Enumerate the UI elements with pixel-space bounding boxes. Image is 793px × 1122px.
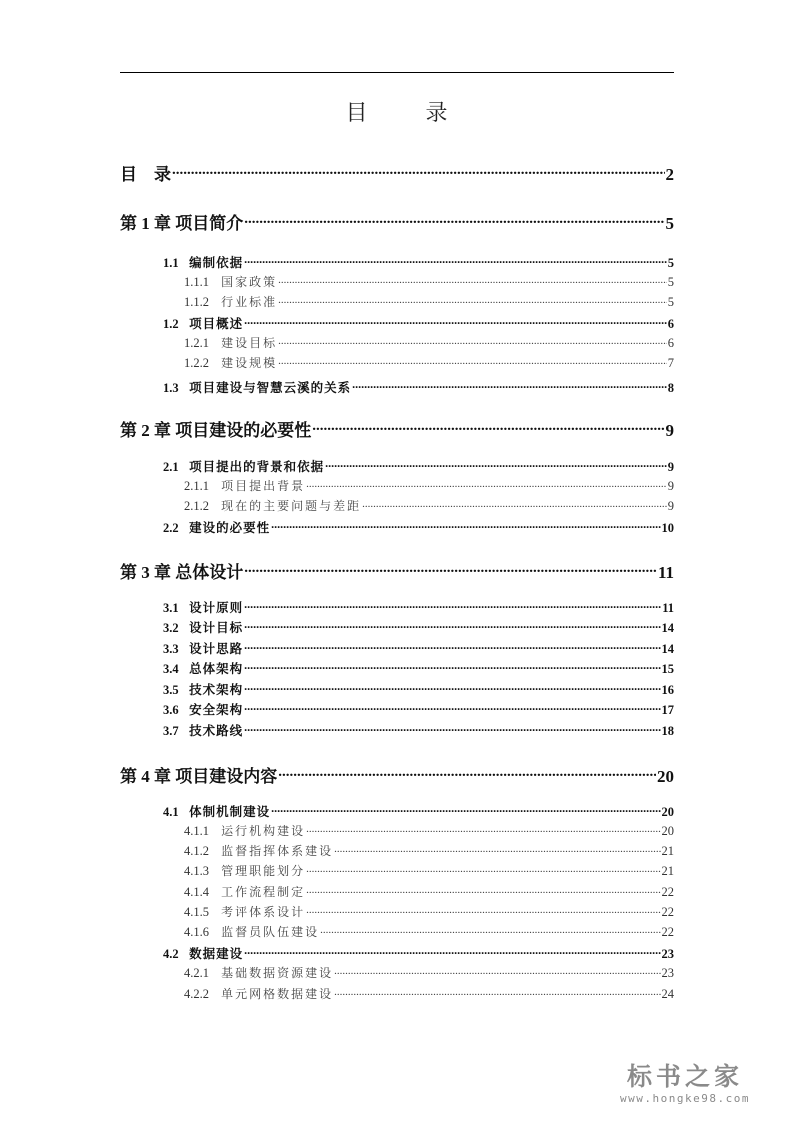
toc-title: 国家政策: [221, 275, 278, 289]
toc-title: 考评体系设计: [221, 905, 306, 919]
toc-leader-dots: [244, 723, 660, 736]
toc-leader-dots: [306, 863, 660, 876]
toc-label: [184, 883, 305, 900]
toc-leader-dots: [271, 520, 660, 533]
toc-leader-dots: [244, 682, 660, 695]
toc-page-number: 9: [667, 499, 674, 513]
toc-section[interactable]: [163, 253, 674, 271]
toc-number: 4.1.1: [184, 824, 209, 838]
toc-number: 3.5: [163, 683, 179, 697]
toc-page-number: 10: [661, 521, 674, 535]
toc-page-number: 22: [661, 885, 674, 899]
toc-page-number: 11: [657, 563, 674, 582]
toc-page-number: 20: [661, 824, 674, 838]
toc-number: 1.2.1: [184, 336, 209, 350]
toc-title: 设计思路: [189, 641, 244, 656]
toc-page-number: 22: [661, 925, 674, 939]
toc-label: [184, 273, 277, 290]
toc-subsection[interactable]: [184, 293, 674, 310]
toc-label: [120, 160, 171, 185]
watermark-url: www.hongke98.com: [620, 1092, 750, 1105]
toc-subsection[interactable]: [184, 273, 674, 290]
toc-section[interactable]: [163, 700, 674, 718]
toc-title: 建设目标: [221, 336, 278, 350]
toc-leader-dots: [320, 924, 660, 937]
toc-number: 1.3: [163, 381, 179, 395]
toc-title: 监督员队伍建设: [221, 925, 320, 939]
toc-page-number: 14: [661, 642, 674, 656]
toc-leader-dots: [334, 965, 660, 978]
toc-chapter[interactable]: [120, 416, 674, 441]
toc-leader-dots: [312, 419, 664, 436]
toc-label: [184, 477, 305, 494]
toc-title: 技术路线: [189, 723, 244, 738]
toc-subsection[interactable]: [184, 883, 674, 900]
toc-number: 3.1: [163, 601, 179, 615]
toc-leader-dots: [306, 884, 660, 897]
toc-label: [184, 985, 333, 1002]
toc-leader-dots: [244, 561, 657, 578]
header-rule: [120, 72, 674, 73]
toc-leader-dots: [306, 478, 667, 491]
toc-page-number: 7: [667, 356, 674, 370]
toc-number: 3.3: [163, 642, 179, 656]
toc-title: 总体设计: [175, 563, 244, 583]
toc-title: 项目提出的背景和依据: [189, 459, 325, 474]
toc-number: 4.2.2: [184, 987, 209, 1001]
toc-page-number: 23: [661, 966, 674, 980]
toc-subsection[interactable]: [184, 334, 674, 351]
toc-page-number: 23: [661, 947, 674, 961]
toc-page-number: 9: [667, 460, 674, 474]
toc-title: 建设规模: [221, 356, 278, 370]
toc-title: 工作流程制定: [221, 885, 306, 899]
toc-page-number: 8: [667, 381, 674, 395]
toc-title: 项目建设的必要性: [175, 421, 312, 441]
toc-label: [163, 680, 243, 698]
toc-title: 设计目标: [189, 620, 244, 635]
toc-title: 监督指挥体系建设: [221, 844, 334, 858]
toc-page-number: 15: [661, 662, 674, 676]
toc-subsection[interactable]: [184, 477, 674, 494]
toc-number: 4.2: [163, 947, 179, 961]
toc-section[interactable]: [163, 518, 674, 536]
toc-leader-dots: [244, 620, 660, 633]
toc-number: 3.6: [163, 703, 179, 717]
watermark-logo: [605, 1062, 765, 1106]
toc-title: 现在的主要问题与差距: [221, 499, 362, 513]
toc-page-number: 5: [667, 256, 674, 270]
toc-leader-dots: [278, 355, 667, 368]
toc-title: 项目建设内容: [175, 767, 278, 787]
toc-label: [120, 209, 243, 234]
toc-label: [163, 639, 243, 657]
toc-title: 基础数据资源建设: [221, 966, 334, 980]
watermark-name: 标书之家: [626, 1062, 743, 1091]
toc-title: 数据建设: [189, 946, 244, 961]
toc-title: 建设的必要性: [189, 520, 271, 535]
toc-title: 项目概述: [189, 316, 244, 331]
toc-leader-dots: [306, 823, 660, 836]
toc-label: [120, 416, 311, 441]
toc-leader-dots: [278, 335, 667, 348]
toc-number: 2.2: [163, 521, 179, 535]
toc-page-number: 5: [667, 295, 674, 309]
toc-page-number: 14: [661, 621, 674, 635]
toc-subsection[interactable]: [184, 822, 674, 839]
toc-label: [184, 822, 305, 839]
toc-chapter[interactable]: [120, 558, 674, 583]
toc-number: 目 录: [120, 165, 171, 184]
toc-page-number: 20: [661, 805, 674, 819]
toc-label: [163, 659, 243, 677]
toc-number: 4.1.5: [184, 905, 209, 919]
toc-label: [184, 354, 277, 371]
toc-leader-dots: [278, 274, 667, 287]
toc-label: [163, 378, 351, 396]
toc-page-number: 22: [661, 905, 674, 919]
toc-number: 4.1.6: [184, 925, 209, 939]
toc-number: 4.1.3: [184, 864, 209, 878]
toc-label: [120, 558, 243, 583]
toc-label: [184, 293, 277, 310]
toc-chapter[interactable]: [120, 160, 674, 185]
toc-label: [184, 334, 277, 351]
toc-leader-dots: [244, 702, 660, 715]
toc-number: 1.1.1: [184, 275, 209, 289]
toc-subsection[interactable]: [184, 497, 674, 514]
toc-page-number: 6: [667, 336, 674, 350]
page-title: 目 录: [345, 101, 466, 126]
toc-section[interactable]: [163, 802, 674, 820]
toc-title: 设计原则: [189, 600, 244, 615]
toc-label: [184, 842, 333, 859]
toc-leader-dots: [334, 843, 660, 856]
toc-number: 1.1.2: [184, 295, 209, 309]
toc-leader-dots: [278, 765, 656, 782]
toc-subsection[interactable]: [184, 923, 674, 940]
toc-page-number: 17: [661, 703, 674, 717]
toc-page-number: 9: [667, 479, 674, 493]
toc-number: 2.1: [163, 460, 179, 474]
toc-leader-dots: [278, 294, 667, 307]
toc-title: 项目提出背景: [221, 479, 306, 493]
toc-number: 4.1.2: [184, 844, 209, 858]
toc-number: 3.2: [163, 621, 179, 635]
toc-page-number: 11: [662, 601, 674, 615]
toc-label: [184, 923, 319, 940]
toc-leader-dots: [244, 641, 660, 654]
toc-title: 安全架构: [189, 702, 244, 717]
toc-number: 2.1.2: [184, 499, 209, 513]
toc-number: 3.7: [163, 724, 179, 738]
toc-page-number: 2: [665, 165, 674, 184]
toc-number: 1.1: [163, 256, 179, 270]
toc-label: [184, 903, 305, 920]
toc-title: 管理职能划分: [221, 864, 306, 878]
toc-leader-dots: [306, 904, 660, 917]
toc-label: [163, 518, 270, 536]
toc-number: 第 4 章: [120, 767, 171, 786]
toc-section[interactable]: [163, 944, 674, 962]
toc-title: 技术架构: [189, 682, 244, 697]
toc-subsection[interactable]: [184, 862, 674, 879]
toc-title: 行业标准: [221, 295, 278, 309]
toc-leader-dots: [244, 661, 660, 674]
toc-title: 项目建设与智慧云溪的关系: [189, 380, 352, 395]
toc-page-number: 16: [661, 683, 674, 697]
toc-section[interactable]: [163, 378, 674, 396]
toc-label: [184, 497, 361, 514]
toc-number: 第 1 章: [120, 214, 171, 233]
toc-subsection[interactable]: [184, 903, 674, 920]
toc-title: 项目简介: [175, 214, 244, 234]
toc-label: [163, 314, 243, 332]
toc-leader-dots: [244, 212, 664, 229]
toc-label: [120, 762, 277, 787]
toc-section[interactable]: [163, 598, 674, 616]
toc-leader-dots: [334, 986, 660, 999]
toc-chapter[interactable]: [120, 209, 674, 234]
toc-section[interactable]: [163, 618, 674, 636]
toc-section[interactable]: [163, 639, 674, 657]
toc-leader-dots: [362, 498, 667, 511]
toc-section[interactable]: [163, 659, 674, 677]
toc-page-number: 9: [665, 421, 674, 440]
toc-number: 2.1.1: [184, 479, 209, 493]
toc-page-number: 18: [661, 724, 674, 738]
toc-page-number: 21: [661, 844, 674, 858]
toc-title: 总体架构: [189, 661, 244, 676]
toc-leader-dots: [271, 804, 660, 817]
toc-number: 4.1.4: [184, 885, 209, 899]
toc-section[interactable]: [163, 314, 674, 332]
toc-number: 3.4: [163, 662, 179, 676]
toc-label: [184, 862, 305, 879]
toc-label: [163, 457, 324, 475]
toc-label: [163, 618, 243, 636]
toc-page-number: 21: [661, 864, 674, 878]
toc-label: [163, 253, 243, 271]
toc-number: 1.2.2: [184, 356, 209, 370]
toc-label: [163, 721, 243, 739]
toc-number: 第 3 章: [120, 563, 171, 582]
toc-number: 4.2.1: [184, 966, 209, 980]
toc-number: 1.2: [163, 317, 179, 331]
toc-label: [184, 964, 333, 981]
toc-title: 编制依据: [189, 255, 244, 270]
toc-leader-dots: [352, 380, 667, 393]
toc-section[interactable]: [163, 457, 674, 475]
toc-title: 体制机制建设: [189, 804, 271, 819]
toc-page-number: 5: [667, 275, 674, 289]
toc-title: 运行机构建设: [221, 824, 306, 838]
toc-page-number: 20: [657, 767, 674, 786]
toc-subsection[interactable]: [184, 842, 674, 859]
toc-leader-dots: [244, 316, 667, 329]
toc-subsection[interactable]: [184, 985, 674, 1002]
toc-subsection[interactable]: [184, 964, 674, 981]
toc-label: [163, 598, 243, 616]
toc-label: [163, 944, 243, 962]
toc-number: 4.1: [163, 805, 179, 819]
toc-leader-dots: [244, 600, 661, 613]
toc-label: [163, 700, 243, 718]
toc-page-number: 5: [665, 214, 674, 233]
toc-leader-dots: [172, 163, 665, 180]
toc-leader-dots: [244, 255, 667, 268]
toc-label: [163, 802, 270, 820]
toc-page-number: 24: [661, 987, 674, 1001]
toc-page-number: 6: [667, 317, 674, 331]
toc-subsection[interactable]: [184, 354, 674, 371]
toc-chapter[interactable]: [120, 762, 674, 787]
toc-number: 第 2 章: [120, 421, 171, 440]
toc-leader-dots: [244, 946, 660, 959]
toc-leader-dots: [325, 459, 667, 472]
toc-section[interactable]: [163, 721, 674, 739]
toc-section[interactable]: [163, 680, 674, 698]
toc-title: 单元网格数据建设: [221, 987, 334, 1001]
